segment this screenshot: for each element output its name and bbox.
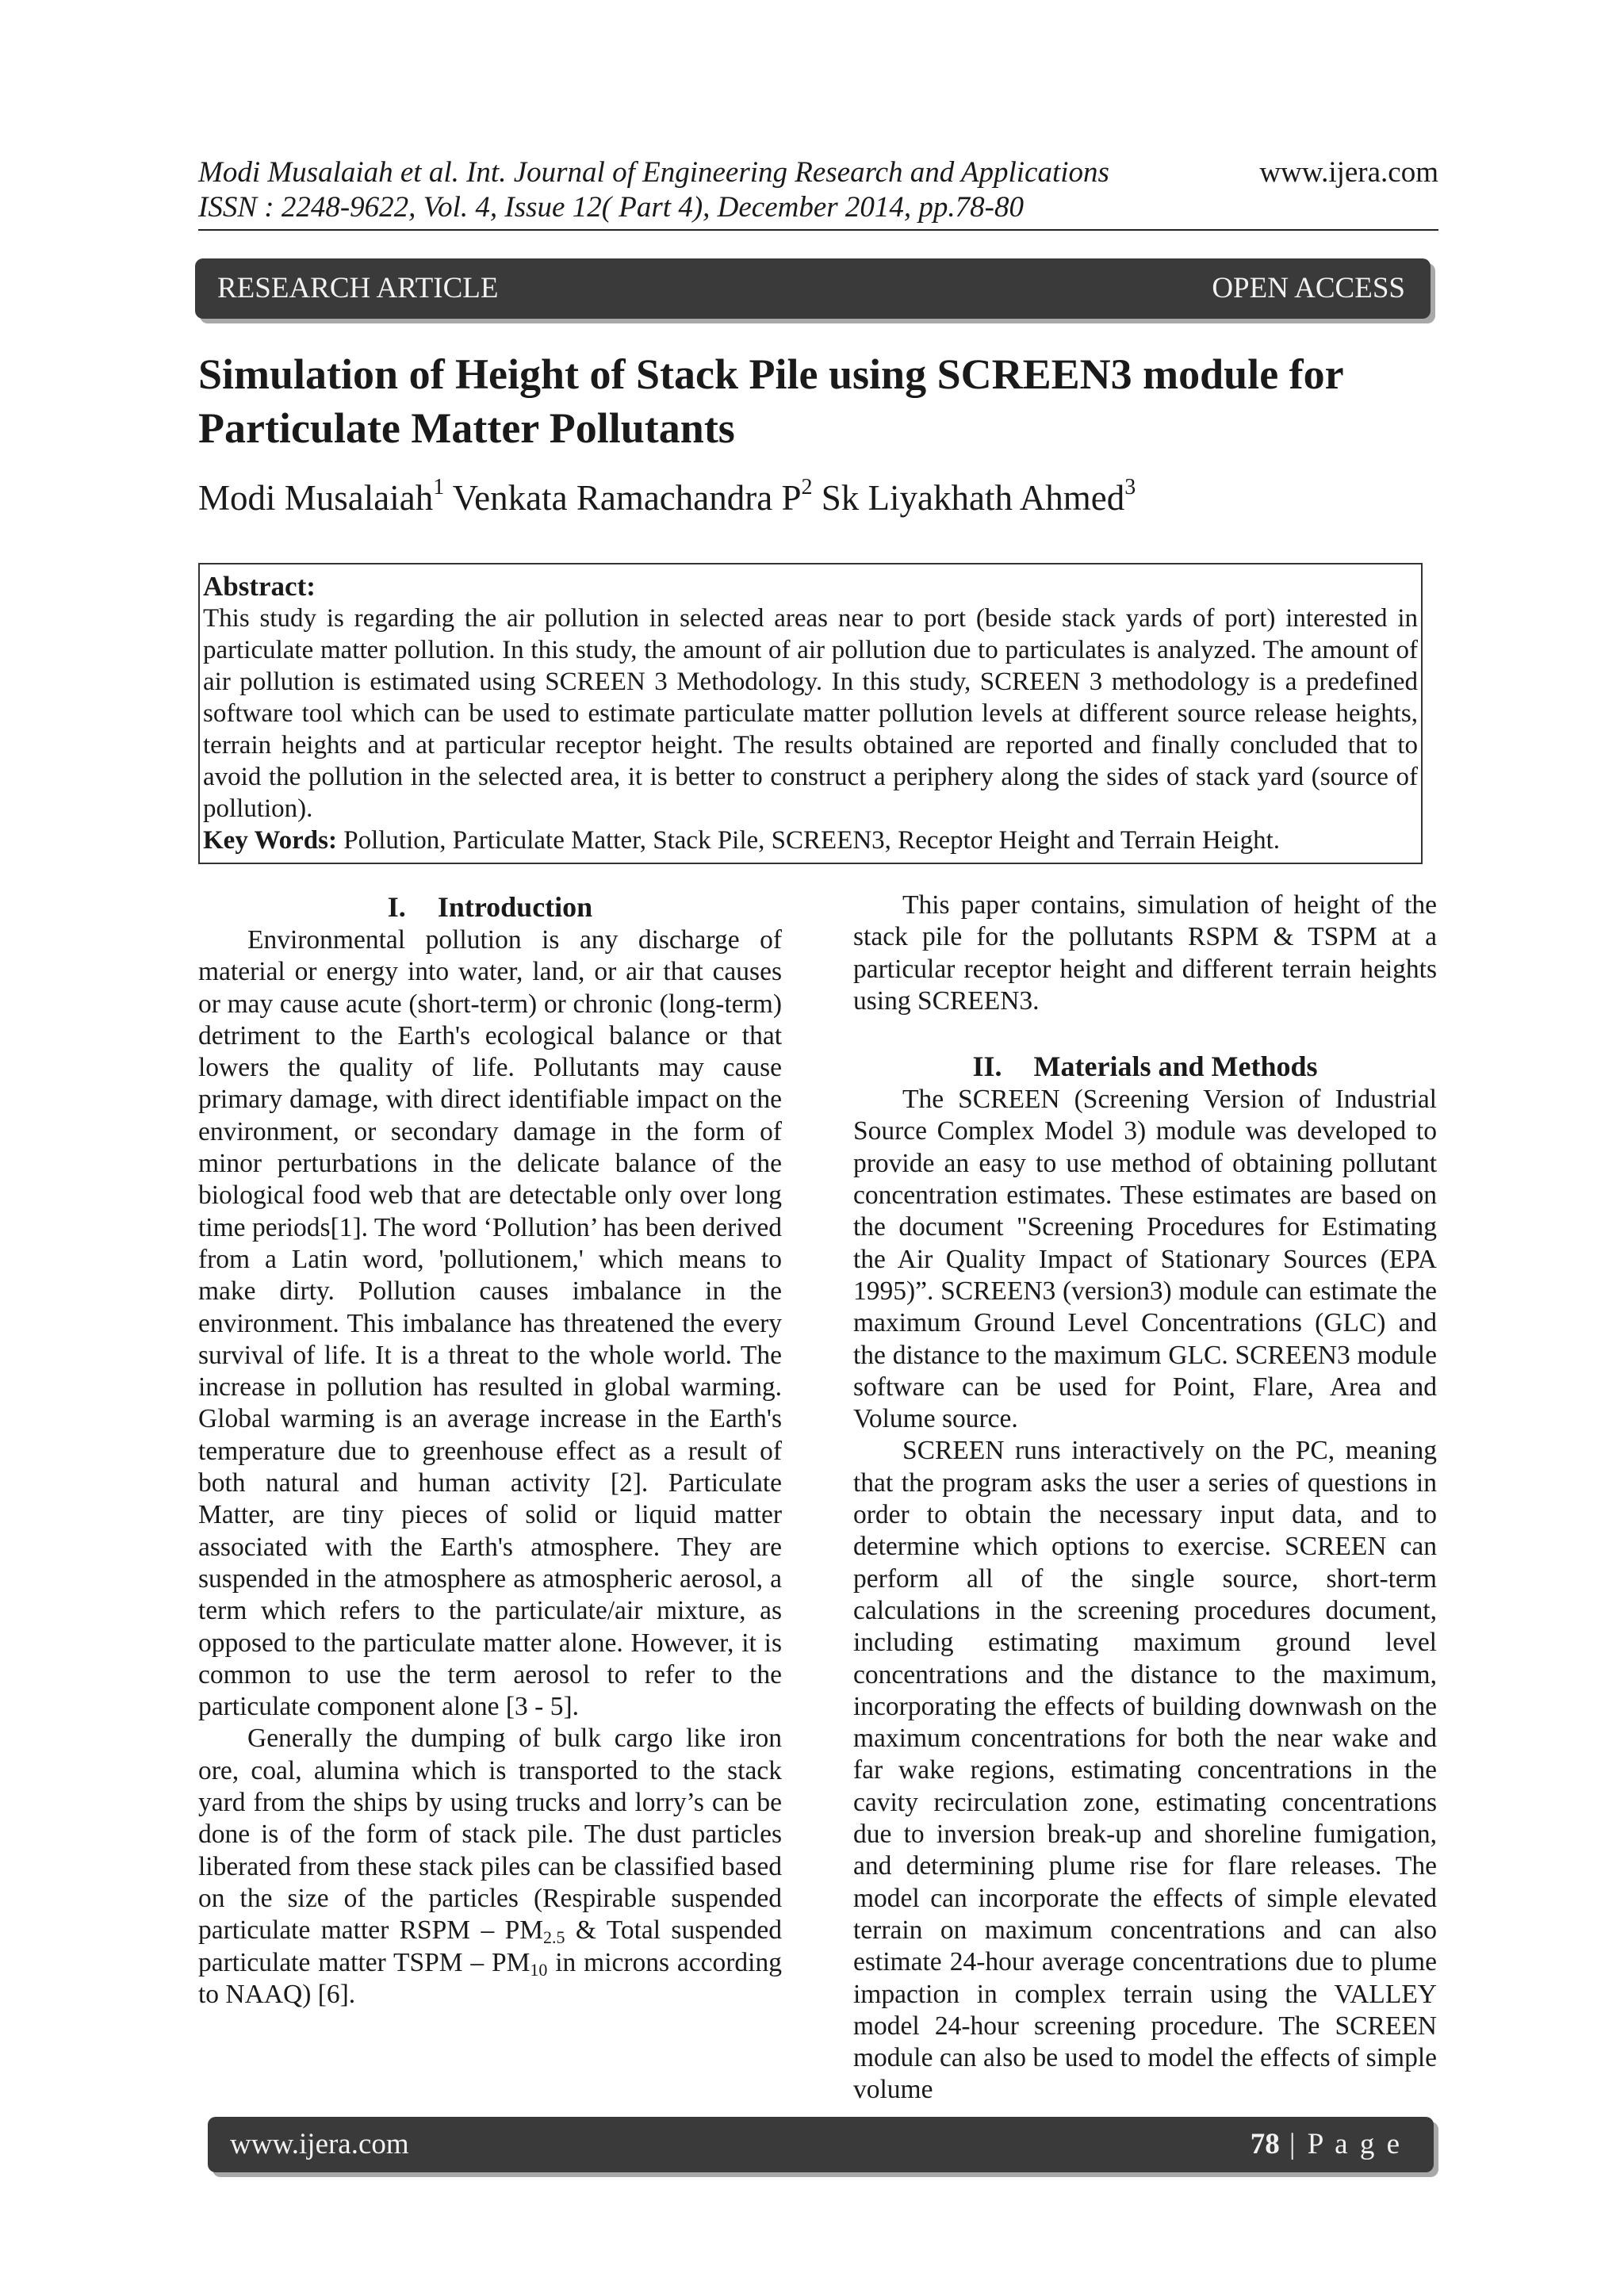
intro-paragraph-2 bbox=[198, 1723, 782, 2011]
keywords-line bbox=[203, 825, 1418, 856]
abstract-heading: Abstract: bbox=[203, 571, 316, 602]
author-name: Modi Musalaiah bbox=[198, 478, 434, 518]
author-affiliation-mark: 1 bbox=[433, 475, 445, 499]
section-heading-materials-methods bbox=[853, 1049, 1437, 1084]
section-number: II. bbox=[972, 1050, 1002, 1083]
intro-paragraph-3: This paper contains, simulation of height of the stack pile for the pollutants RSPM & TSPM at a particular receptor height and different terrain heights using SCREEN3. bbox=[853, 890, 1437, 1016]
section-title: Materials and Methods bbox=[1033, 1050, 1318, 1083]
page-number: 78 bbox=[1250, 2128, 1280, 2160]
methods-paragraph-1: The SCREEN (Screening Version of Industrial Source Complex Model 3) module was developed to provide an easy to use method of obtaining pollutant concentration estimates. These estimates are based on the document "Screening Procedures for Estimating the Air Quality Impact of Stationary Sources (EPA 1995)”. SCREEN3 (version3) module can estimate the maximum Ground Level Concentrations (GLC) and the distance to the maximum GLC. SCREEN3 module software can be used for Point, Flare, Area and Volume source. bbox=[853, 1085, 1437, 1434]
right-column bbox=[853, 890, 1437, 2107]
intro-paragraph-2-text-a: Generally the dumping of bulk cargo like iron ore, coal, alumina which is transported to the stack yard from the ships by using trucks and lorry’s can be done is of the form of stack pile. The dust particles liberated from these stack piles can be classified based on the size of the particles (Respirable suspended particulate matter RSPM – PM bbox=[198, 1724, 782, 1946]
abstract-text: This study is regarding the air pollution in selected areas near to port (beside stack yards of port) interested in particulate matter pollution. In this study, the amount of air pollution due to particulates is analyzed. The amount of air pollution is estimated using SCREEN 3 Methodology. In this study, SCREEN 3 methodology is a predefined software tool which can be used to estimate particulate matter pollution levels at different source release heights, terrain heights and at particular receptor height. The results obtained are reported and finally concluded that to avoid the pollution in the selected area, it is better to construct a periphery along the sides of stack yard (source of pollution). bbox=[203, 604, 1418, 823]
intro-paragraph-2-text-c: in microns according to NAAQ) [6]. bbox=[198, 1947, 782, 2009]
article-type-label: RESEARCH ARTICLE bbox=[217, 272, 499, 304]
running-head bbox=[198, 155, 1438, 225]
intro-paragraph-2-text-b: & Total suspended particulate matter TSPM – PM bbox=[198, 1915, 782, 1977]
pm10-subscript: 10 bbox=[530, 1959, 548, 1980]
section-number: I. bbox=[387, 891, 406, 923]
pm25-subscript: 2.5 bbox=[543, 1927, 565, 1948]
author-list bbox=[198, 474, 1438, 522]
page-label: | P a g e bbox=[1279, 2128, 1402, 2160]
paper-title-line2: Particulate Matter Pollutants bbox=[198, 404, 735, 452]
intro-paragraph-1: Environmental pollution is any discharge of material or energy into water, land, or air that causes or may cause acute (short-term) or chronic (long-term) detriment to the Earth's ecological balance or that lowers the quality of life. Pollutants may cause primary damage, with direct identifiable impact on the environment, or secondary damage in the form of minor perturbations in the delicate balance of the biological food web that are detectable only over long time periods[1]. The word ‘Pollution’ has been derived from a Latin word, 'pollutionem,' which means to make dirty. Pollution causes imbalance in the environment. This imbalance has threatened the every survival of life. It is a threat to the whole world. The increase in pollution has resulted in global warming. Global warming is an average increase in the Earth's temperature due to greenhouse effect as a result of both natural and human activity [2]. Particulate Matter, are tiny pieces of solid or liquid matter associated with the Earth's atmosphere. They are suspended in the atmosphere as atmospheric aerosol, a term which refers to the particulate/air mixture, as opposed to the particulate matter alone. However, it is common to use the term aerosol to refer to the particulate component alone [3 - 5]. bbox=[198, 925, 782, 1722]
author-name: Venkata Ramachandra P bbox=[452, 478, 802, 518]
keywords-text: Pollution, Particulate Matter, Stack Pile, SCREEN3, Receptor Height and Terrain Height. bbox=[343, 826, 1281, 855]
section-title: Introduction bbox=[437, 891, 593, 923]
access-type-label: OPEN ACCESS bbox=[1212, 272, 1405, 304]
paper-title bbox=[198, 347, 1438, 455]
author-affiliation-mark: 3 bbox=[1124, 475, 1136, 499]
page-number-label bbox=[1251, 2117, 1402, 2172]
journal-website-link[interactable]: www.ijera.com bbox=[1259, 156, 1438, 189]
section-spacer bbox=[853, 1017, 1437, 1049]
author-name: Sk Liyakhath Ahmed bbox=[821, 478, 1125, 518]
abstract-box bbox=[198, 563, 1423, 864]
journal-citation-line1: Modi Musalaiah et al. Int. Journal of Engineering Research and Applications bbox=[198, 156, 1109, 189]
methods-paragraph-2: SCREEN runs interactively on the PC, meaning that the program asks the user a series of questions in order to obtain the necessary input data, and to determine which options to exercise. SCREEN can perform all of the single source, short-term calculations in the screening procedures document, including estimating maximum ground level concentrations and the distance to the maximum, incorporating the effects of building downwash on the maximum concentrations for both the near wake and far wake regions, estimating concentrations in the cavity recirculation zone, estimating concentrations due to inversion break-up and shoreline fumigation, and determining plume rise for flare releases. The model can incorporate the effects of simple elevated terrain on maximum concentrations and can also estimate 24-hour average concentrations due to plume impaction in complex terrain using the VALLEY model 24-hour screening procedure. The SCREEN module can also be used to model the effects of simple volume bbox=[853, 1436, 1437, 2105]
keywords-label: Key Words: bbox=[203, 826, 337, 855]
left-column bbox=[198, 890, 782, 2011]
footer-website-link[interactable]: www.ijera.com bbox=[230, 2128, 409, 2160]
author-affiliation-mark: 2 bbox=[801, 475, 813, 499]
page-footer bbox=[208, 2117, 1434, 2172]
paper-title-line1: Simulation of Height of Stack Pile using SCREEN3 module for bbox=[198, 350, 1344, 398]
header-divider bbox=[198, 229, 1438, 231]
article-type-banner bbox=[195, 258, 1431, 319]
section-heading-introduction bbox=[198, 890, 782, 924]
journal-citation-line2: ISSN : 2248-9622, Vol. 4, Issue 12( Part 4), December 2014, pp.78-80 bbox=[198, 191, 1024, 224]
